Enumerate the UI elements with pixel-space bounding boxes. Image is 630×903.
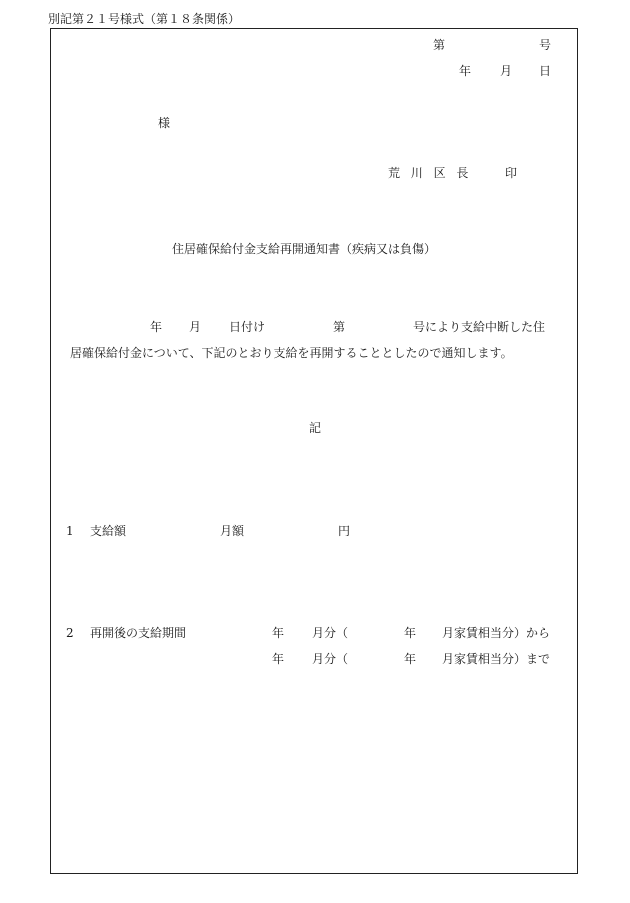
sender-name: 荒川区長 bbox=[388, 166, 480, 180]
period-to-year: 年 bbox=[272, 652, 285, 666]
item-1-number: 1 bbox=[66, 524, 74, 538]
period-from-year: 年 bbox=[272, 626, 285, 640]
ki-heading: 記 bbox=[309, 421, 322, 435]
form-label: 別記第２１号様式（第１８条関係） bbox=[48, 12, 241, 26]
period-from-month: 月分（ bbox=[312, 626, 349, 640]
period-to-month: 月分（ bbox=[312, 652, 349, 666]
body-year: 年 bbox=[150, 320, 163, 334]
body-month: 月 bbox=[189, 320, 202, 334]
body-line-2: 居確保給付金について、下記のとおり支給を再開することとしたので通知します。 bbox=[70, 346, 513, 360]
date-month: 月 bbox=[500, 64, 513, 78]
item-1-label: 支給額 bbox=[90, 524, 127, 538]
item-2-label: 再開後の支給期間 bbox=[90, 626, 187, 640]
body-no-suffix: 号により支給中断した住 bbox=[413, 320, 546, 334]
addressee-suffix: 様 bbox=[158, 116, 171, 130]
date-day: 日 bbox=[539, 64, 552, 78]
number-prefix: 第 bbox=[433, 38, 446, 52]
date-year: 年 bbox=[459, 64, 472, 78]
item-1-monthly: 月額 bbox=[220, 524, 245, 538]
item-1-unit: 円 bbox=[338, 524, 351, 538]
document-frame bbox=[50, 28, 578, 874]
period-from-rent: 月家賃相当分）から bbox=[442, 626, 551, 640]
period-to-year2: 年 bbox=[404, 652, 417, 666]
body-no-prefix: 第 bbox=[333, 320, 346, 334]
item-2-number: 2 bbox=[66, 626, 74, 640]
sender-seal: 印 bbox=[505, 166, 518, 180]
body-dated: 日付け bbox=[229, 320, 266, 334]
period-from-year2: 年 bbox=[404, 626, 417, 640]
period-to-rent: 月家賃相当分）まで bbox=[442, 652, 551, 666]
number-suffix: 号 bbox=[539, 38, 552, 52]
document-title: 住居確保給付金支給再開通知書（疾病又は負傷） bbox=[172, 242, 437, 256]
